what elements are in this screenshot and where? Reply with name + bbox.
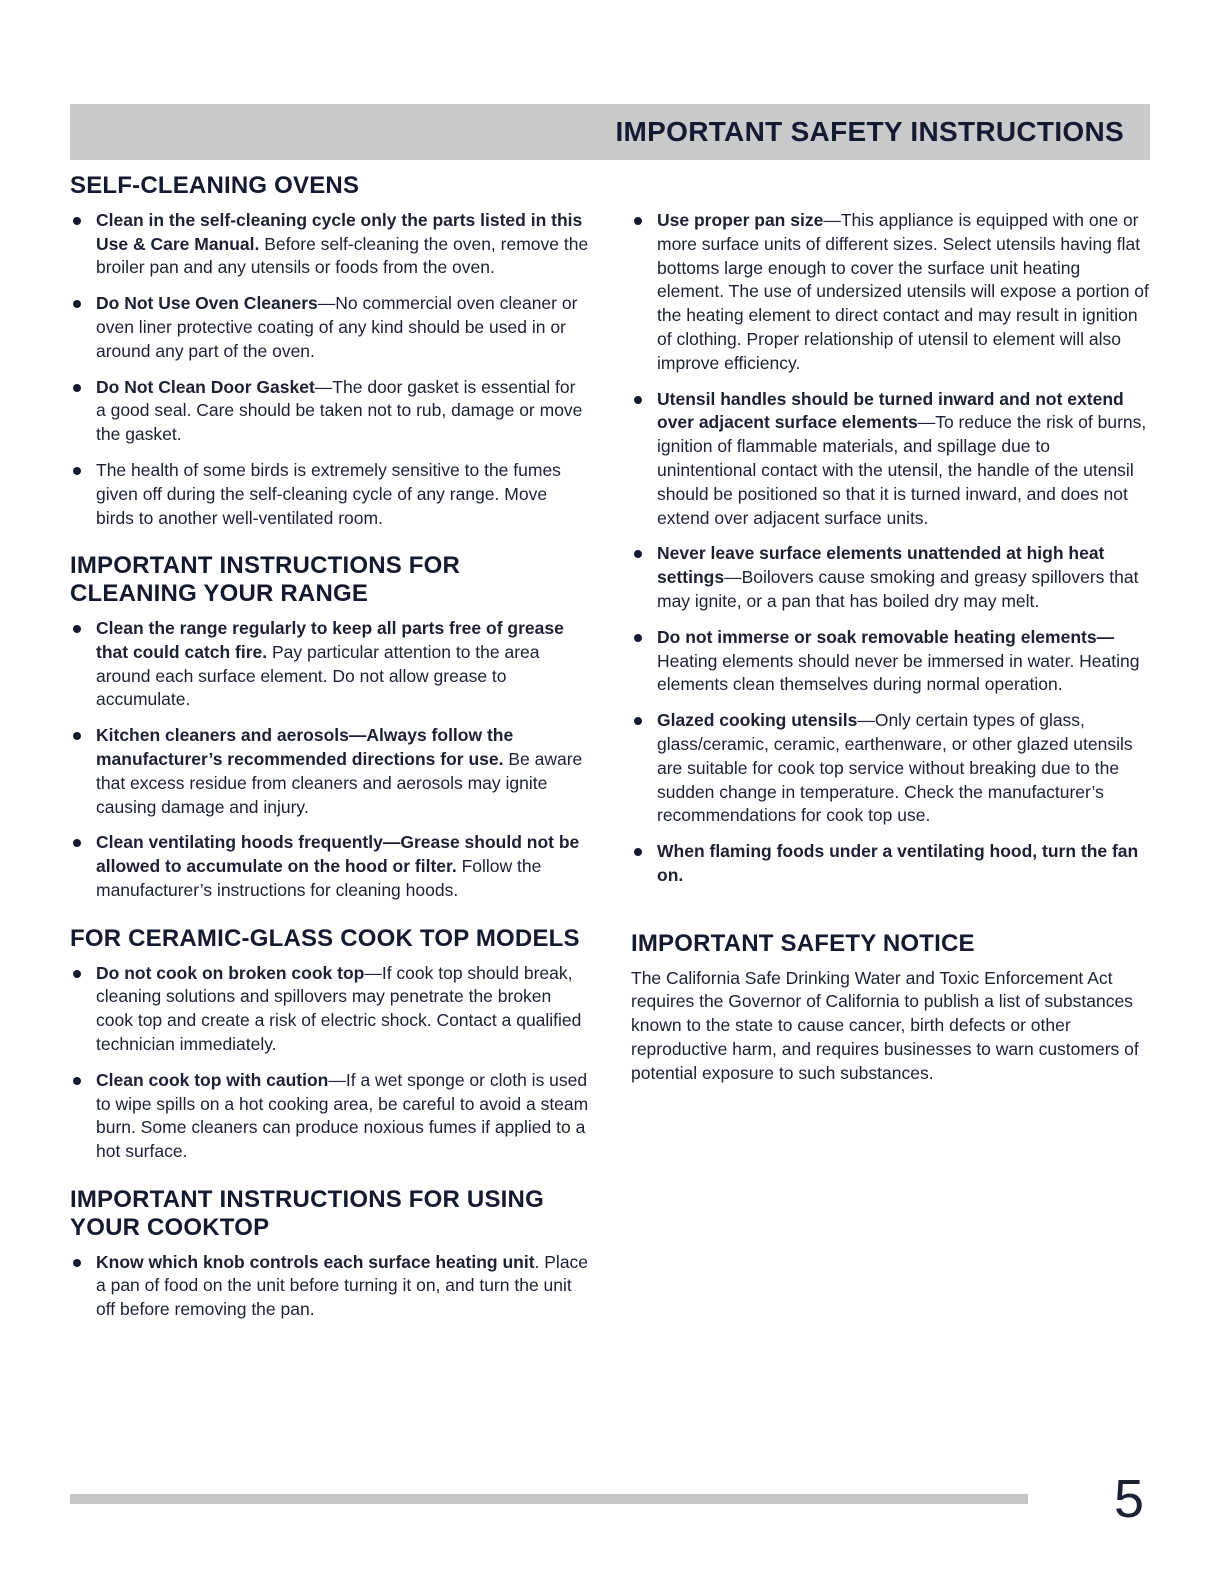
bullet-bold-text: Use proper pan size (657, 210, 824, 230)
bullet-text: The health of some birds is extremely sensitive to the fumes given off during the self-cleaning cycle of any range. Move birds to another well-ventilated room. (96, 460, 561, 528)
bullet-item (70, 376, 589, 447)
section-ceramic-glass-cooktop (70, 925, 589, 1164)
right-column (631, 172, 1150, 1344)
bullet-icon (634, 717, 642, 725)
bullet-item (70, 459, 589, 530)
section-heading: FOR CERAMIC-GLASS COOK TOP MODELS (70, 924, 580, 952)
bullet-icon (634, 396, 642, 404)
bullet-item (70, 724, 589, 819)
section-important-safety-notice (631, 930, 1150, 1086)
bullet-text: —To reduce the risk of burns, ignition of flammable materials, and spillage due to unintentional contact with the utensil, the handle of the utensil should be positioned so that it is turned inward, and does not extend over adjacent surface units. (657, 412, 1147, 528)
bullet-item (631, 626, 1150, 697)
bullet-icon (73, 625, 81, 633)
left-column (70, 172, 589, 1344)
content-columns (70, 172, 1150, 1344)
bullet-text: Pay particular attention to the area around each surface element. Do not allow grease to accumulate. (96, 641, 540, 710)
bullet-icon (634, 217, 642, 225)
bullet-bold-text: Do not immerse or soak removable heating elements— (657, 626, 1115, 647)
bullet-icon (73, 300, 81, 308)
bullet-bold-text: When flaming foods under a ventilating hood, turn the fan on. (657, 841, 1139, 885)
bullet-bold-text: Do not cook on broken cook top (96, 962, 365, 983)
safety-notice-paragraph: The California Safe Drinking Water and Toxic Enforcement Act requires the Governor of California to publish a list of substances known to the state to cause cancer, birth defects or other reproductive harm, and requires businesses to warn customers of potential exposure to such substances. (631, 967, 1139, 1083)
bullet-bold-text: Glazed cooking utensils (657, 710, 858, 731)
bullet-text: —This appliance is equipped with one or more surface units of different sizes. Select utensils having flat bottoms large enough to cover the surface unit heating element. The use of undersized utensils will expose a portion of the heating element to direct contact and may result in ignition of clothing. Proper relationship of utensil to element will also improve efficiency. (657, 210, 1149, 373)
bullet-text: Before self-cleaning the oven, remove the broiler pan and any utensils or foods from the oven. (96, 233, 589, 278)
bullet-text: —Only certain types of glass, glass/ceramic, ceramic, earthenware, or other glazed utensils are suitable for cook top service without breaking due to the sudden change in temperature. Check the manufacturer’s recommendations for cook top use. (657, 710, 1133, 826)
bullet-bold-text: Clean in the self-cleaning cycle only the parts listed in this Use & Care Manual. (96, 209, 583, 254)
bullet-text: —No commercial oven cleaner or oven liner protective coating of any kind should be used in or around any part of the oven. (96, 293, 578, 361)
bullet-text: Follow the manufacturer’s instructions for cleaning hoods. (96, 856, 542, 901)
header-bar (70, 104, 1150, 160)
bullet-item (631, 209, 1150, 376)
bullet-text: —If cook top should break, cleaning solutions and spillovers may penetrate the broken cook top and create a risk of electric shock. Contact a qualified technician immediately. (96, 962, 582, 1055)
page-header-title: IMPORTANT SAFETY INSTRUCTIONS (615, 116, 1124, 147)
bullet-bold-text: Do Not Use Oven Cleaners (96, 293, 318, 314)
bullet-icon (73, 1077, 81, 1085)
bullet-text: —If a wet sponge or cloth is used to wipe spills on a hot cooking area, be careful to avoid a steam burn. Some cleaners can produce noxious fumes if applied to a hot surface. (96, 1069, 589, 1162)
bullet-item (631, 709, 1150, 828)
bullet-icon (73, 217, 81, 225)
section-using-your-cooktop (70, 1186, 589, 1322)
section-surface-unit-safety (631, 172, 1150, 888)
bullet-icon (73, 839, 81, 847)
bullet-text: —Boilovers cause smoking and greasy spillovers that may ignite, or a pan that has boiled dry may melt. (657, 567, 1139, 611)
bullet-icon (634, 848, 642, 856)
bullet-bold-text: Know which knob controls each surface heating unit (96, 1251, 535, 1272)
bullet-item (70, 617, 589, 712)
bullet-text: Be aware that excess residue from cleaners and aerosols may ignite causing damage and injury. (96, 749, 583, 817)
bullet-icon (634, 634, 642, 642)
bullet-item (70, 1069, 589, 1164)
section-heading: IMPORTANT SAFETY NOTICE (631, 929, 975, 957)
bullet-bold-text: Do Not Clean Door Gasket (96, 376, 315, 397)
bullet-bold-text: Clean the range regularly to keep all parts free of grease that could catch fire. (96, 618, 564, 662)
bullet-text: —The door gasket is essential for a good seal. Care should be taken not to rub, damage or move the gasket. (96, 376, 583, 445)
bullet-list (70, 962, 589, 1164)
bullet-icon (73, 467, 81, 475)
bullet-list (631, 209, 1150, 888)
bullet-text: Heating elements should never be immersed in water. Heating elements clean themselves during normal operation. (657, 650, 1140, 695)
bullet-item (631, 388, 1150, 531)
bullet-item (70, 292, 589, 363)
bullet-icon (73, 970, 81, 978)
bullet-item (70, 831, 589, 902)
bullet-icon (73, 732, 81, 740)
section-heading: SELF-CLEANING OVENS (70, 172, 360, 199)
bullet-item (631, 542, 1150, 613)
bullet-bold-text: Clean ventilating hoods frequently—Grease should not be allowed to accumulate on the hood or filter. (96, 832, 580, 877)
bullet-item (70, 209, 589, 280)
section-heading: IMPORTANT INSTRUCTIONS FOR CLEANING YOUR RANGE (70, 552, 461, 608)
bullet-icon (634, 550, 642, 558)
bullet-bold-text: Never leave surface elements unattended at high heat settings (657, 543, 1105, 588)
bullet-bold-text: Clean cook top with caution (96, 1069, 329, 1090)
page-number: 5 (1113, 1469, 1144, 1529)
bullet-icon (73, 384, 81, 392)
bullet-icon (73, 1259, 81, 1267)
bullet-text: . Place a pan of food on the unit before turning it on, and turn the unit off before removing the pan. (96, 1251, 589, 1320)
bullet-list (70, 617, 589, 903)
bullet-item (631, 840, 1150, 888)
bullet-item (70, 962, 589, 1057)
bullet-item (70, 1251, 589, 1322)
bullet-bold-text: Utensil handles should be turned inward and not extend over adjacent surface elements (657, 388, 1124, 433)
bullet-list (70, 209, 589, 531)
bullet-list (70, 1251, 589, 1322)
section-heading: IMPORTANT INSTRUCTIONS FOR USING YOUR COOKTOP (70, 1186, 544, 1241)
section-self-cleaning-ovens (70, 172, 589, 530)
bullet-bold-text: Kitchen cleaners and aerosols—Always follow the manufacturer’s recommended directions for use. (96, 725, 514, 770)
section-cleaning-your-range (70, 552, 589, 902)
footer-bar (70, 1494, 1028, 1504)
